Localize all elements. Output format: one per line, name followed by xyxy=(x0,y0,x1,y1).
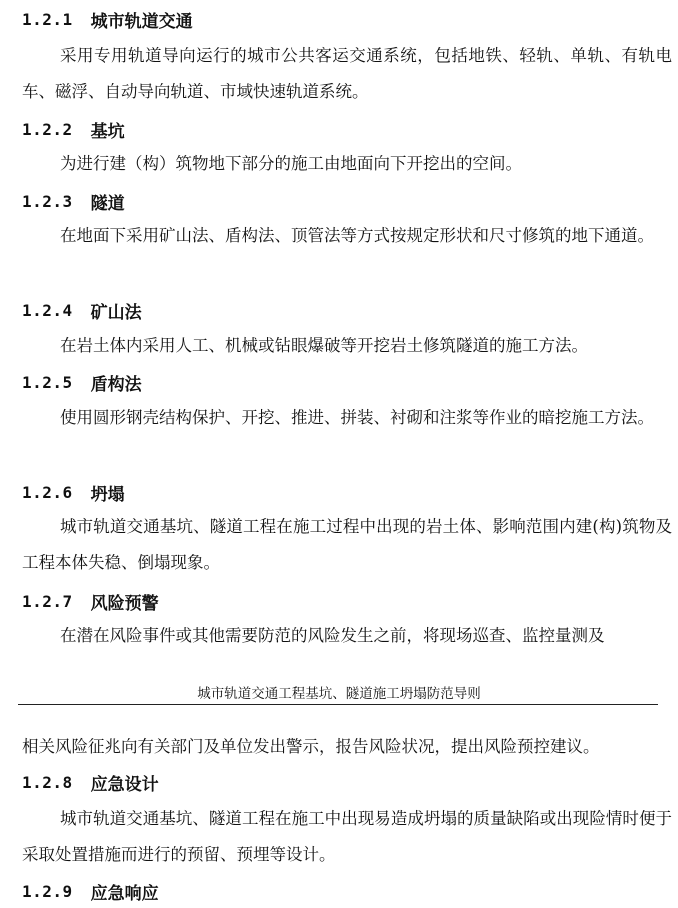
section-heading-1-2-7 xyxy=(22,587,159,615)
section-number: 1.2.8 xyxy=(22,772,73,792)
section-number: 1.2.1 xyxy=(22,9,73,29)
section-title: 盾构法 xyxy=(90,374,142,395)
paragraph-urban-rail-transit: 采用专用轨道导向运行的城市公共客运交通系统，包括地铁、轻轨、单轨、有轨电车、磁浮、自动导向轨道、市域快速轨道系统。 xyxy=(22,46,672,101)
paragraph-emergency-design: 城市轨道交通基坑、隧道工程在施工中出现易造成坍塌的质量缺陷或出现险情时便于采取处置措施而进行的预留、预埋等设计。 xyxy=(22,809,672,864)
section-heading-1-2-8 xyxy=(22,768,159,796)
section-number: 1.2.3 xyxy=(22,191,73,211)
paragraph-tunnel: 在地面下采用矿山法、盾构法、顶管法等方式按规定形状和尺寸修筑的地下通道。 xyxy=(60,226,654,245)
section-title: 应急响应 xyxy=(90,883,159,904)
section-heading-1-2-5 xyxy=(22,368,142,396)
section-heading-1-2-9 xyxy=(22,877,159,905)
paragraph-shield-method: 使用圆形钢壳结构保护、开挖、推进、拼装、衬砌和注浆等作业的暗挖施工方法。 xyxy=(60,408,654,427)
section-heading-1-2-4 xyxy=(22,296,142,324)
section-title: 风险预警 xyxy=(90,593,159,614)
paragraph-foundation-pit: 为进行建（构）筑物地下部分的施工由地面向下开挖出的空间。 xyxy=(60,154,522,173)
section-heading-1-2-2 xyxy=(22,115,125,143)
section-heading-1-2-3 xyxy=(22,187,125,215)
section-title: 坍塌 xyxy=(90,484,125,505)
section-title: 矿山法 xyxy=(90,302,142,323)
paragraph-risk-warning: 在潜在风险事件或其他需要防范的风险发生之前，将现场巡查、监控量测及 xyxy=(60,626,605,645)
section-title: 城市轨道交通 xyxy=(90,11,193,32)
section-number: 1.2.6 xyxy=(22,482,73,502)
section-title: 隧道 xyxy=(90,193,125,214)
section-heading-1-2-6 xyxy=(22,478,125,506)
page-header-divider xyxy=(18,704,658,705)
section-title: 基坑 xyxy=(90,121,125,142)
section-number: 1.2.2 xyxy=(22,119,73,139)
section-heading-1-2-1 xyxy=(22,5,193,33)
section-number: 1.2.4 xyxy=(22,300,73,320)
section-number: 1.2.5 xyxy=(22,372,73,392)
section-number: 1.2.7 xyxy=(22,591,73,611)
section-title: 应急设计 xyxy=(90,774,159,795)
page-header-title: 城市轨道交通工程基坑、隧道施工坍塌防范导则 xyxy=(197,686,481,702)
section-number: 1.2.9 xyxy=(22,881,73,901)
paragraph-collapse: 城市轨道交通基坑、隧道工程在施工过程中出现的岩土体、影响范围内建(构)筑物及工程本体失稳、倒塌现象。 xyxy=(22,517,672,572)
paragraph-mining-method: 在岩土体内采用人工、机械或钻眼爆破等开挖岩土修筑隧道的施工方法。 xyxy=(60,336,588,355)
paragraph-risk-warning-continued: 相关风险征兆向有关部门及单位发出警示，报告风险状况，提出风险预控建议。 xyxy=(22,737,600,756)
